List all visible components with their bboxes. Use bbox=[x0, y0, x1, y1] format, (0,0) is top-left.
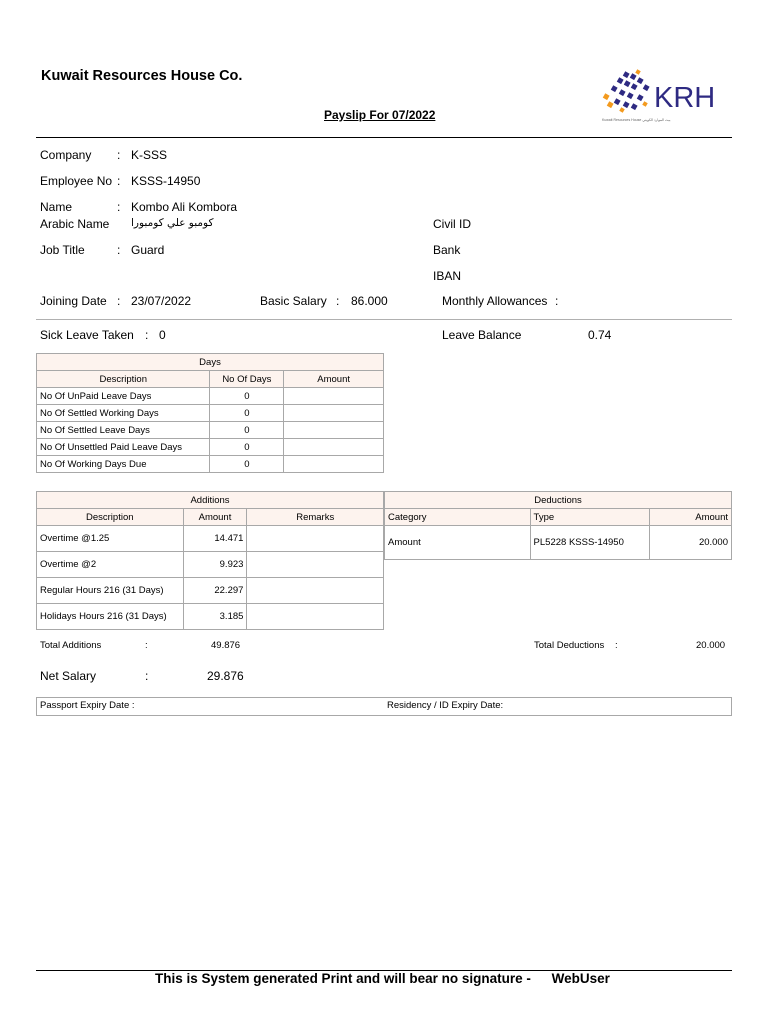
table-row bbox=[37, 439, 384, 456]
addition-description: Holidays Hours 216 (31 Days) bbox=[37, 604, 184, 630]
employee-no-label: Employee No bbox=[40, 174, 113, 188]
colon: : bbox=[117, 148, 121, 162]
days-amount bbox=[284, 439, 384, 456]
table-row bbox=[37, 405, 384, 422]
addition-amount: 9.923 bbox=[183, 552, 247, 578]
additions-table bbox=[36, 491, 384, 630]
days-amount bbox=[284, 456, 384, 473]
addition-remarks bbox=[247, 552, 384, 578]
additions-title: Additions bbox=[37, 492, 384, 509]
days-description: No Of Settled Working Days bbox=[37, 405, 210, 422]
colon: : bbox=[615, 640, 618, 651]
employee-no-value: KSSS-14950 bbox=[131, 174, 201, 188]
logo-subtext: Kuwait Resources House بيت الموارد الكويتي bbox=[602, 118, 671, 122]
company-label: Company bbox=[40, 148, 92, 162]
days-table-title: Days bbox=[37, 354, 384, 371]
job-title-label: Job Title bbox=[40, 243, 85, 257]
footer-note bbox=[155, 971, 610, 986]
footer-text: This is System generated Print and will bear no signature - bbox=[155, 971, 531, 986]
job-title-value: Guard bbox=[131, 243, 165, 257]
basic-salary-label: Basic Salary bbox=[260, 294, 327, 308]
colon: : bbox=[336, 294, 340, 308]
arabic-name-value: كومبو علي كومبورا bbox=[131, 217, 214, 229]
iban-label: IBAN bbox=[433, 269, 462, 283]
leave-balance-label: Leave Balance bbox=[442, 328, 522, 342]
deduction-category: Amount bbox=[385, 526, 531, 560]
deductions-header-amount: Amount bbox=[650, 509, 732, 526]
deductions-header-category: Category bbox=[385, 509, 531, 526]
total-additions-label: Total Additions bbox=[40, 640, 102, 651]
days-count: 0 bbox=[210, 456, 284, 473]
addition-description: Overtime @1.25 bbox=[37, 526, 184, 552]
header-divider bbox=[36, 137, 732, 138]
days-header-amount: Amount bbox=[284, 371, 384, 388]
table-row bbox=[37, 422, 384, 439]
days-header-description: Description bbox=[37, 371, 210, 388]
company-name: Kuwait Resources House Co. bbox=[41, 68, 243, 84]
additions-header-remarks: Remarks bbox=[247, 509, 384, 526]
colon: : bbox=[117, 200, 121, 214]
name-value: Kombo Ali Kombora bbox=[131, 200, 238, 214]
sick-leave-label: Sick Leave Taken bbox=[40, 328, 134, 342]
table-row bbox=[37, 456, 384, 473]
monthly-allowances-label: Monthly Allowances bbox=[442, 294, 548, 308]
net-salary-value: 29.876 bbox=[207, 669, 244, 683]
days-description: No Of Working Days Due bbox=[37, 456, 210, 473]
table-row bbox=[37, 388, 384, 405]
deductions-title: Deductions bbox=[385, 492, 732, 509]
logo-mark-icon bbox=[598, 68, 658, 118]
krh-logo bbox=[598, 68, 723, 130]
colon: : bbox=[117, 294, 121, 308]
details-divider bbox=[36, 319, 732, 320]
additions-header-amount: Amount bbox=[183, 509, 247, 526]
colon: : bbox=[555, 294, 559, 308]
total-deductions-label: Total Deductions bbox=[534, 640, 605, 651]
civil-id-label: Civil ID bbox=[433, 217, 471, 231]
bank-label: Bank bbox=[433, 243, 461, 257]
addition-description: Regular Hours 216 (31 Days) bbox=[37, 578, 184, 604]
deduction-type: PL5228 KSSS-14950 bbox=[530, 526, 650, 560]
table-row bbox=[385, 526, 732, 560]
footer-user: WebUser bbox=[551, 971, 610, 986]
addition-amount: 3.185 bbox=[183, 604, 247, 630]
addition-remarks bbox=[247, 578, 384, 604]
arabic-name-label: Arabic Name bbox=[40, 217, 110, 231]
additions-header-description: Description bbox=[37, 509, 184, 526]
total-deductions-value: 20.000 bbox=[696, 640, 726, 651]
days-description: No Of Unsettled Paid Leave Days bbox=[37, 439, 210, 456]
days-count: 0 bbox=[210, 388, 284, 405]
payslip-title: Payslip For 07/2022 bbox=[324, 108, 436, 122]
colon: : bbox=[145, 640, 148, 651]
days-description: No Of Settled Leave Days bbox=[37, 422, 210, 439]
days-count: 0 bbox=[210, 439, 284, 456]
leave-balance-value: 0.74 bbox=[588, 328, 612, 342]
deductions-header-type: Type bbox=[530, 509, 650, 526]
days-count: 0 bbox=[210, 422, 284, 439]
sick-leave-value: 0 bbox=[159, 328, 166, 342]
deductions-table bbox=[384, 491, 732, 560]
colon: : bbox=[117, 174, 121, 188]
addition-amount: 22.297 bbox=[183, 578, 247, 604]
days-header-no-of-days: No Of Days bbox=[210, 371, 284, 388]
days-amount bbox=[284, 405, 384, 422]
basic-salary-value: 86.000 bbox=[351, 294, 388, 308]
passport-expiry-label: Passport Expiry Date : bbox=[40, 700, 135, 711]
days-amount bbox=[284, 422, 384, 439]
table-row bbox=[37, 604, 384, 630]
colon: : bbox=[117, 243, 121, 257]
days-table bbox=[36, 353, 384, 473]
joining-date-value: 23/07/2022 bbox=[131, 294, 192, 308]
joining-date-label: Joining Date bbox=[40, 294, 107, 308]
addition-remarks bbox=[247, 526, 384, 552]
days-amount bbox=[284, 388, 384, 405]
expiry-box bbox=[36, 697, 732, 716]
net-salary-label: Net Salary bbox=[40, 669, 97, 683]
addition-amount: 14.471 bbox=[183, 526, 247, 552]
addition-remarks bbox=[247, 604, 384, 630]
total-additions-value: 49.876 bbox=[211, 640, 241, 651]
addition-description: Overtime @2 bbox=[37, 552, 184, 578]
colon: : bbox=[145, 328, 149, 342]
company-value: K-SSS bbox=[131, 148, 168, 162]
table-row bbox=[37, 526, 384, 552]
days-description: No Of UnPaid Leave Days bbox=[37, 388, 210, 405]
logo-text: KRH bbox=[654, 82, 716, 114]
residency-expiry-label: Residency / ID Expiry Date: bbox=[387, 700, 504, 711]
table-row bbox=[37, 578, 384, 604]
table-row bbox=[37, 552, 384, 578]
name-label: Name bbox=[40, 200, 73, 214]
days-count: 0 bbox=[210, 405, 284, 422]
colon: : bbox=[145, 669, 149, 683]
deduction-amount: 20.000 bbox=[650, 526, 732, 560]
